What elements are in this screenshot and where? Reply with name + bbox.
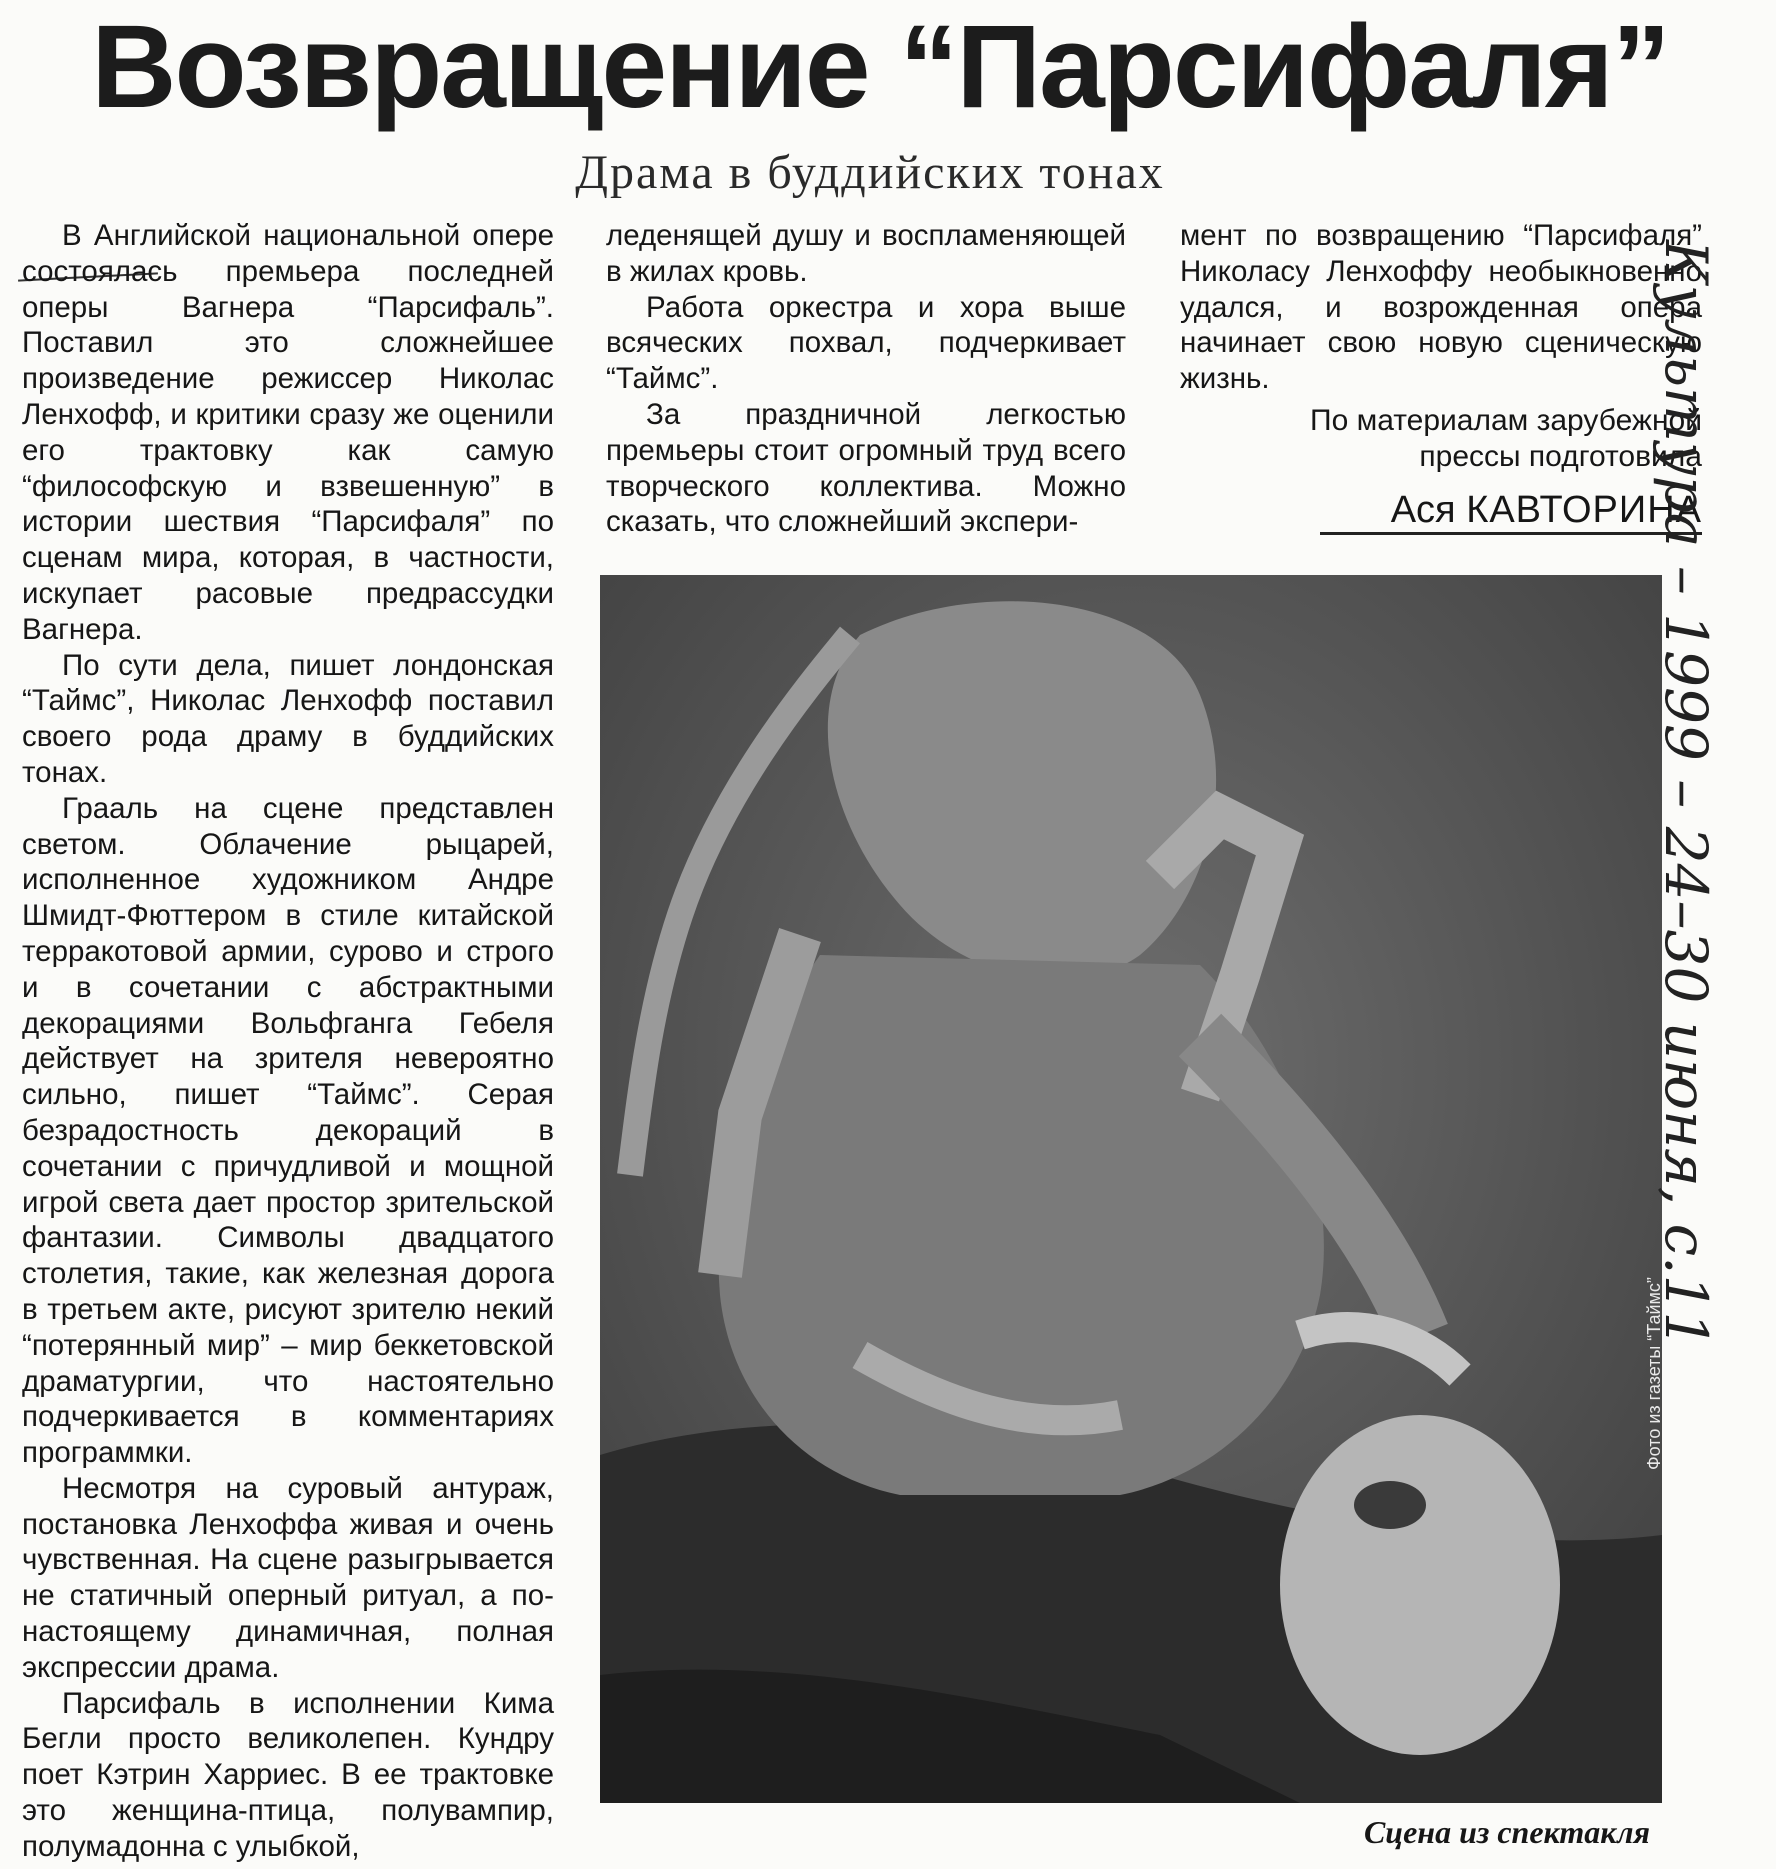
- paragraph: Грааль на сцене представлен светом. Облачение рыцарей, исполненное художником Андре Шмидт-Фюттером в стиле китайской терракотовой армии, сурово и строго и в сочетании с абстрактными декорациями Вольфганга Гебеля действует на зрителя невероятно сильно, пишет “Таймс”. Серая безрадостность декораций в сочетании с причудливой и мощной игрой света дает простор зрительской фантазии. Символы двадцатого столетия, такие, как железная дорога в третьем акте, рисуют зрителю некий “потерянный мир” – мир беккетовской драматургии, что настоятельно подчеркивается в комментариях программки.: [22, 791, 554, 1470]
- author-first-name: Ася: [1390, 489, 1456, 531]
- headline: Возвращение “Парсифаля”: [91, 1, 1669, 133]
- handwritten-note: Культура – 1999 – 24–30 июня, с.11: [1652, 240, 1720, 1349]
- paragraph: леденящей душу и воспламеняющей в жилах кровь.: [606, 219, 1126, 288]
- source-credit: [1180, 403, 1702, 475]
- photo-caption: Сцена из спектакля: [1363, 1814, 1650, 1850]
- paragraph: За праздничной легкостью премьеры стоит огромный труд всего творческого коллектива. Можно сказать, что сложнейший экспери-: [606, 397, 1126, 539]
- stage-photo-illustration: [600, 575, 1662, 1803]
- source-credit-line-1: По материалам зарубежной: [1310, 404, 1702, 437]
- article-column-3: [1180, 218, 1702, 397]
- article-column-2: [606, 218, 1126, 540]
- subheadline: Драма в буддийских тонах: [575, 146, 1165, 199]
- paragraph: Парсифаль в исполнении Кима Бегли просто великолепен. Кундру поет Кэтрин Харриес. В ее трактовке это женщина-птица, полувампир, полумадонна с улыбкой,: [22, 1686, 554, 1863]
- source-credit-line-2: прессы подготовила: [1419, 440, 1702, 473]
- paragraph: Несмотря на суровый антураж, постановка Ленхоффа живая и очень чувственная. На сцене разыгрывается не статичный оперный ритуал, а по-настоящему динамичная, полная экспрессии драма.: [22, 1471, 554, 1684]
- paragraph: По сути дела, пишет лондонская “Таймс”, Николас Ленхофф поставил своего рода драму в буддийских тонах.: [22, 648, 554, 789]
- stage-photo: [600, 575, 1662, 1803]
- paragraph: Работа оркестра и хора выше всяческих похвал, подчеркивает “Таймс”.: [606, 290, 1126, 396]
- article-column-1: [22, 218, 554, 1865]
- author-surname: КАВТОРИНА: [1466, 489, 1702, 531]
- author-byline: [1320, 488, 1702, 535]
- paragraph: В Английской национальной опере состоялась премьера последней оперы Вагнера “Парсифаль”. Поставил это сложнейшее произведение режиссер Николас Ленхофф, и критики сразу же оценили его трактовку как самую “философскую и взвешенную” в истории шествия “Парсифаля” по сценам мира, которая, в частности, искупает расовые предрассудки Вагнера.: [22, 219, 554, 646]
- photo-credit: Фото из газеты “Таймс”: [1644, 1277, 1664, 1470]
- paragraph: мент по возвращению “Парсифаля” Николасу Ленхоффу необыкновенно удался, и возрожденная опера начинает свою новую сценическую жизнь.: [1180, 219, 1702, 396]
